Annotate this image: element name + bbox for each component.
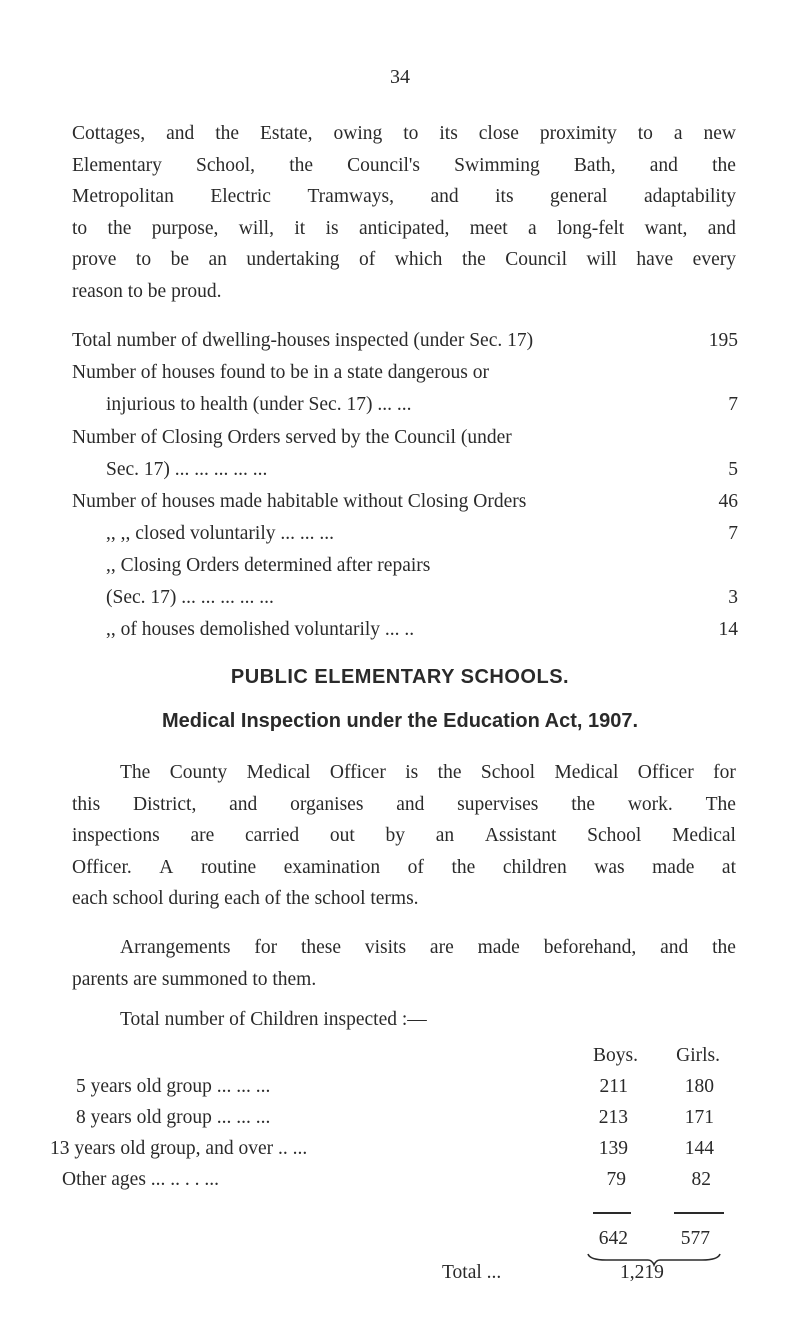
column-header-boys: Boys. [593,1045,638,1066]
word: and [229,793,258,815]
para-line [72,789,736,821]
stat-row [106,523,334,545]
word: Elementary [72,154,162,176]
word: it [294,217,306,239]
para-line [72,820,736,852]
word: new [703,123,736,144]
word: carried [245,825,300,846]
word: anticipated, [358,217,450,239]
word: long-felt [557,217,625,239]
word: prove [72,249,117,270]
word: Officer [329,762,386,783]
para-line [72,757,736,789]
intro-paragraph [72,118,736,307]
paragraph-arrangements [72,932,736,995]
word: School [587,825,642,846]
word: its [439,123,458,144]
word: purpose, [151,217,219,239]
word: the [571,793,596,815]
word: The [120,762,151,783]
word: are [190,825,215,846]
stat-value: 14 [718,619,738,640]
word: inspections [72,825,160,846]
table-row-label: 13 years old group, and over .. ... [50,1138,308,1159]
stat-value: 7 [728,523,738,544]
word: is [325,217,339,239]
word: this [72,793,101,815]
stat-label: Number of Closing Orders served by the Council (under [72,427,512,448]
word: Swimming [454,154,540,176]
word: organises [290,793,364,815]
word: and [649,154,678,176]
word: to [72,217,88,239]
word: School, [196,154,256,176]
word: the [451,856,476,878]
stat-label: injurious to health (under Sec. 17) ... ... [106,394,412,415]
word: The [705,793,736,815]
word: every [692,249,736,270]
word: and [166,123,195,144]
word: Estate, [260,123,313,144]
word: School [480,762,536,783]
table-cell-boys: 213 [598,1107,628,1128]
stat-label: ,, Closing Orders determined after repairs [106,555,431,576]
stat-row [72,491,526,513]
word: Council's [347,154,421,176]
stat-row [106,459,267,481]
intro-line [72,213,736,245]
page-number: 34 [390,66,410,88]
word: to [637,123,653,144]
stat-value: 5 [728,459,738,480]
word: and [430,186,459,207]
word: A [159,856,174,878]
subtotal-rule-girls [674,1212,724,1214]
stat-value: 46 [718,491,738,512]
para-line [72,932,736,964]
word: Bath, [573,154,616,176]
word: will, [238,217,274,239]
stat-label: ,, ,, closed voluntarily ... ... ... [106,523,335,544]
table-cell-girls: 180 [684,1076,714,1097]
subtotal-rule-boys [593,1212,631,1214]
column-header-girls: Girls. [676,1045,720,1066]
paragraph-medical-officer [72,757,736,915]
grand-total: 1,219 [620,1262,664,1283]
word: for [254,937,278,958]
word: Arrangements [120,937,231,958]
word: a [528,217,537,239]
table-cell-boys: 211 [599,1076,628,1097]
word: examination [283,856,381,878]
stat-row [72,362,489,384]
intro-line [72,244,736,276]
word: supervises [457,793,539,815]
table-caption: Total number of Children inspected :— [120,1009,427,1030]
word: of [407,856,424,878]
word: Tramways, [307,186,394,207]
stat-row [106,555,430,577]
word: its [495,186,514,207]
word: have [636,249,674,270]
word: Council [505,249,568,270]
word: routine [200,856,257,878]
word: Officer [637,762,694,783]
word: by [385,825,406,846]
word: the [289,154,314,176]
section-subheading: Medical Inspection under the Education Act, 1907. [161,710,639,732]
intro-line [72,118,736,150]
word: for [713,762,736,783]
stat-label: Sec. 17) ... ... ... ... ... [106,459,268,480]
word: adaptability [643,186,736,207]
word: Medical [554,762,619,783]
word: Metropolitan [72,186,174,207]
word: to [135,249,152,270]
table-cell-girls: 171 [684,1107,714,1128]
word: Officer. [72,856,132,878]
word: want, [644,217,688,239]
total-label: Total ... [442,1262,502,1283]
stat-row [106,619,414,641]
word: the [461,249,486,270]
para-line: each school during each of the school terms. [72,888,419,909]
word: a [673,123,683,144]
stat-row [72,427,512,449]
word: be [170,249,189,270]
word: is [405,762,419,783]
word: the [437,762,462,783]
word: which [394,249,443,270]
word: an [435,825,455,846]
word: meet [469,217,508,239]
subtotal-boys: 642 [598,1228,628,1249]
word: proximity [539,123,617,144]
stat-label: (Sec. 17) ... ... ... ... ... [106,587,274,608]
table-row-label: Other ages ... .. . . ... [62,1169,220,1190]
intro-line: reason to be proud. [72,280,222,302]
table-cell-boys: 79 [606,1169,626,1190]
word: an [208,249,227,270]
word: of [359,249,376,270]
word: made [477,937,520,958]
word: will [586,249,617,270]
table-cell-boys: 139 [598,1138,628,1159]
word: was [594,856,625,878]
word: are [429,937,454,958]
stat-row [106,587,274,609]
word: out [329,825,355,846]
word: general [550,186,608,207]
word: the [107,217,132,239]
word: the [712,937,736,958]
stat-row [72,330,533,352]
word: and [660,937,689,958]
intro-line [72,150,736,182]
word: owing [333,123,383,144]
table-row-label: 5 years old group ... ... ... [76,1076,271,1097]
stat-value: 7 [728,394,738,415]
stat-value: 195 [708,330,738,351]
word: close [478,123,519,144]
stat-value: 3 [728,587,738,608]
word: undertaking [246,249,340,270]
stat-label: Number of houses made habitable without Closing Orders [72,491,527,512]
stat-label: ,, of houses demolished voluntarily ... .. [106,619,415,640]
stat-row [106,394,411,416]
subtotal-girls: 577 [680,1228,710,1249]
stat-label: Number of houses found to be in a state dangerous or [72,362,489,383]
word: Medical [246,762,311,783]
word: and [396,793,425,815]
word: beforehand, [543,937,637,958]
stat-label: Total number of dwelling-houses inspected (under Sec. 17) [72,330,534,351]
word: the [215,123,240,144]
word: at [721,856,736,878]
word: Assistant [484,825,557,846]
word: to [403,123,419,144]
table-cell-girls: 82 [691,1169,711,1190]
para-line [72,852,736,884]
table-cell-girls: 144 [684,1138,714,1159]
word: made [652,856,695,878]
para-line: parents are summoned to them. [72,968,317,990]
word: Medical [672,825,736,846]
intro-line [72,181,736,213]
section-heading: PUBLIC ELEMENTARY SCHOOLS. [230,666,570,688]
word: District, [132,793,197,815]
word: County [169,762,228,783]
word: these [300,937,342,958]
word: Electric [210,186,271,207]
word: the [712,154,736,176]
word: visits [364,937,407,958]
word: work. [627,793,673,815]
word: Cottages, [72,123,146,144]
table-row-label: 8 years old group ... ... ... [76,1107,271,1128]
word: and [707,217,736,239]
word: children [502,856,567,878]
